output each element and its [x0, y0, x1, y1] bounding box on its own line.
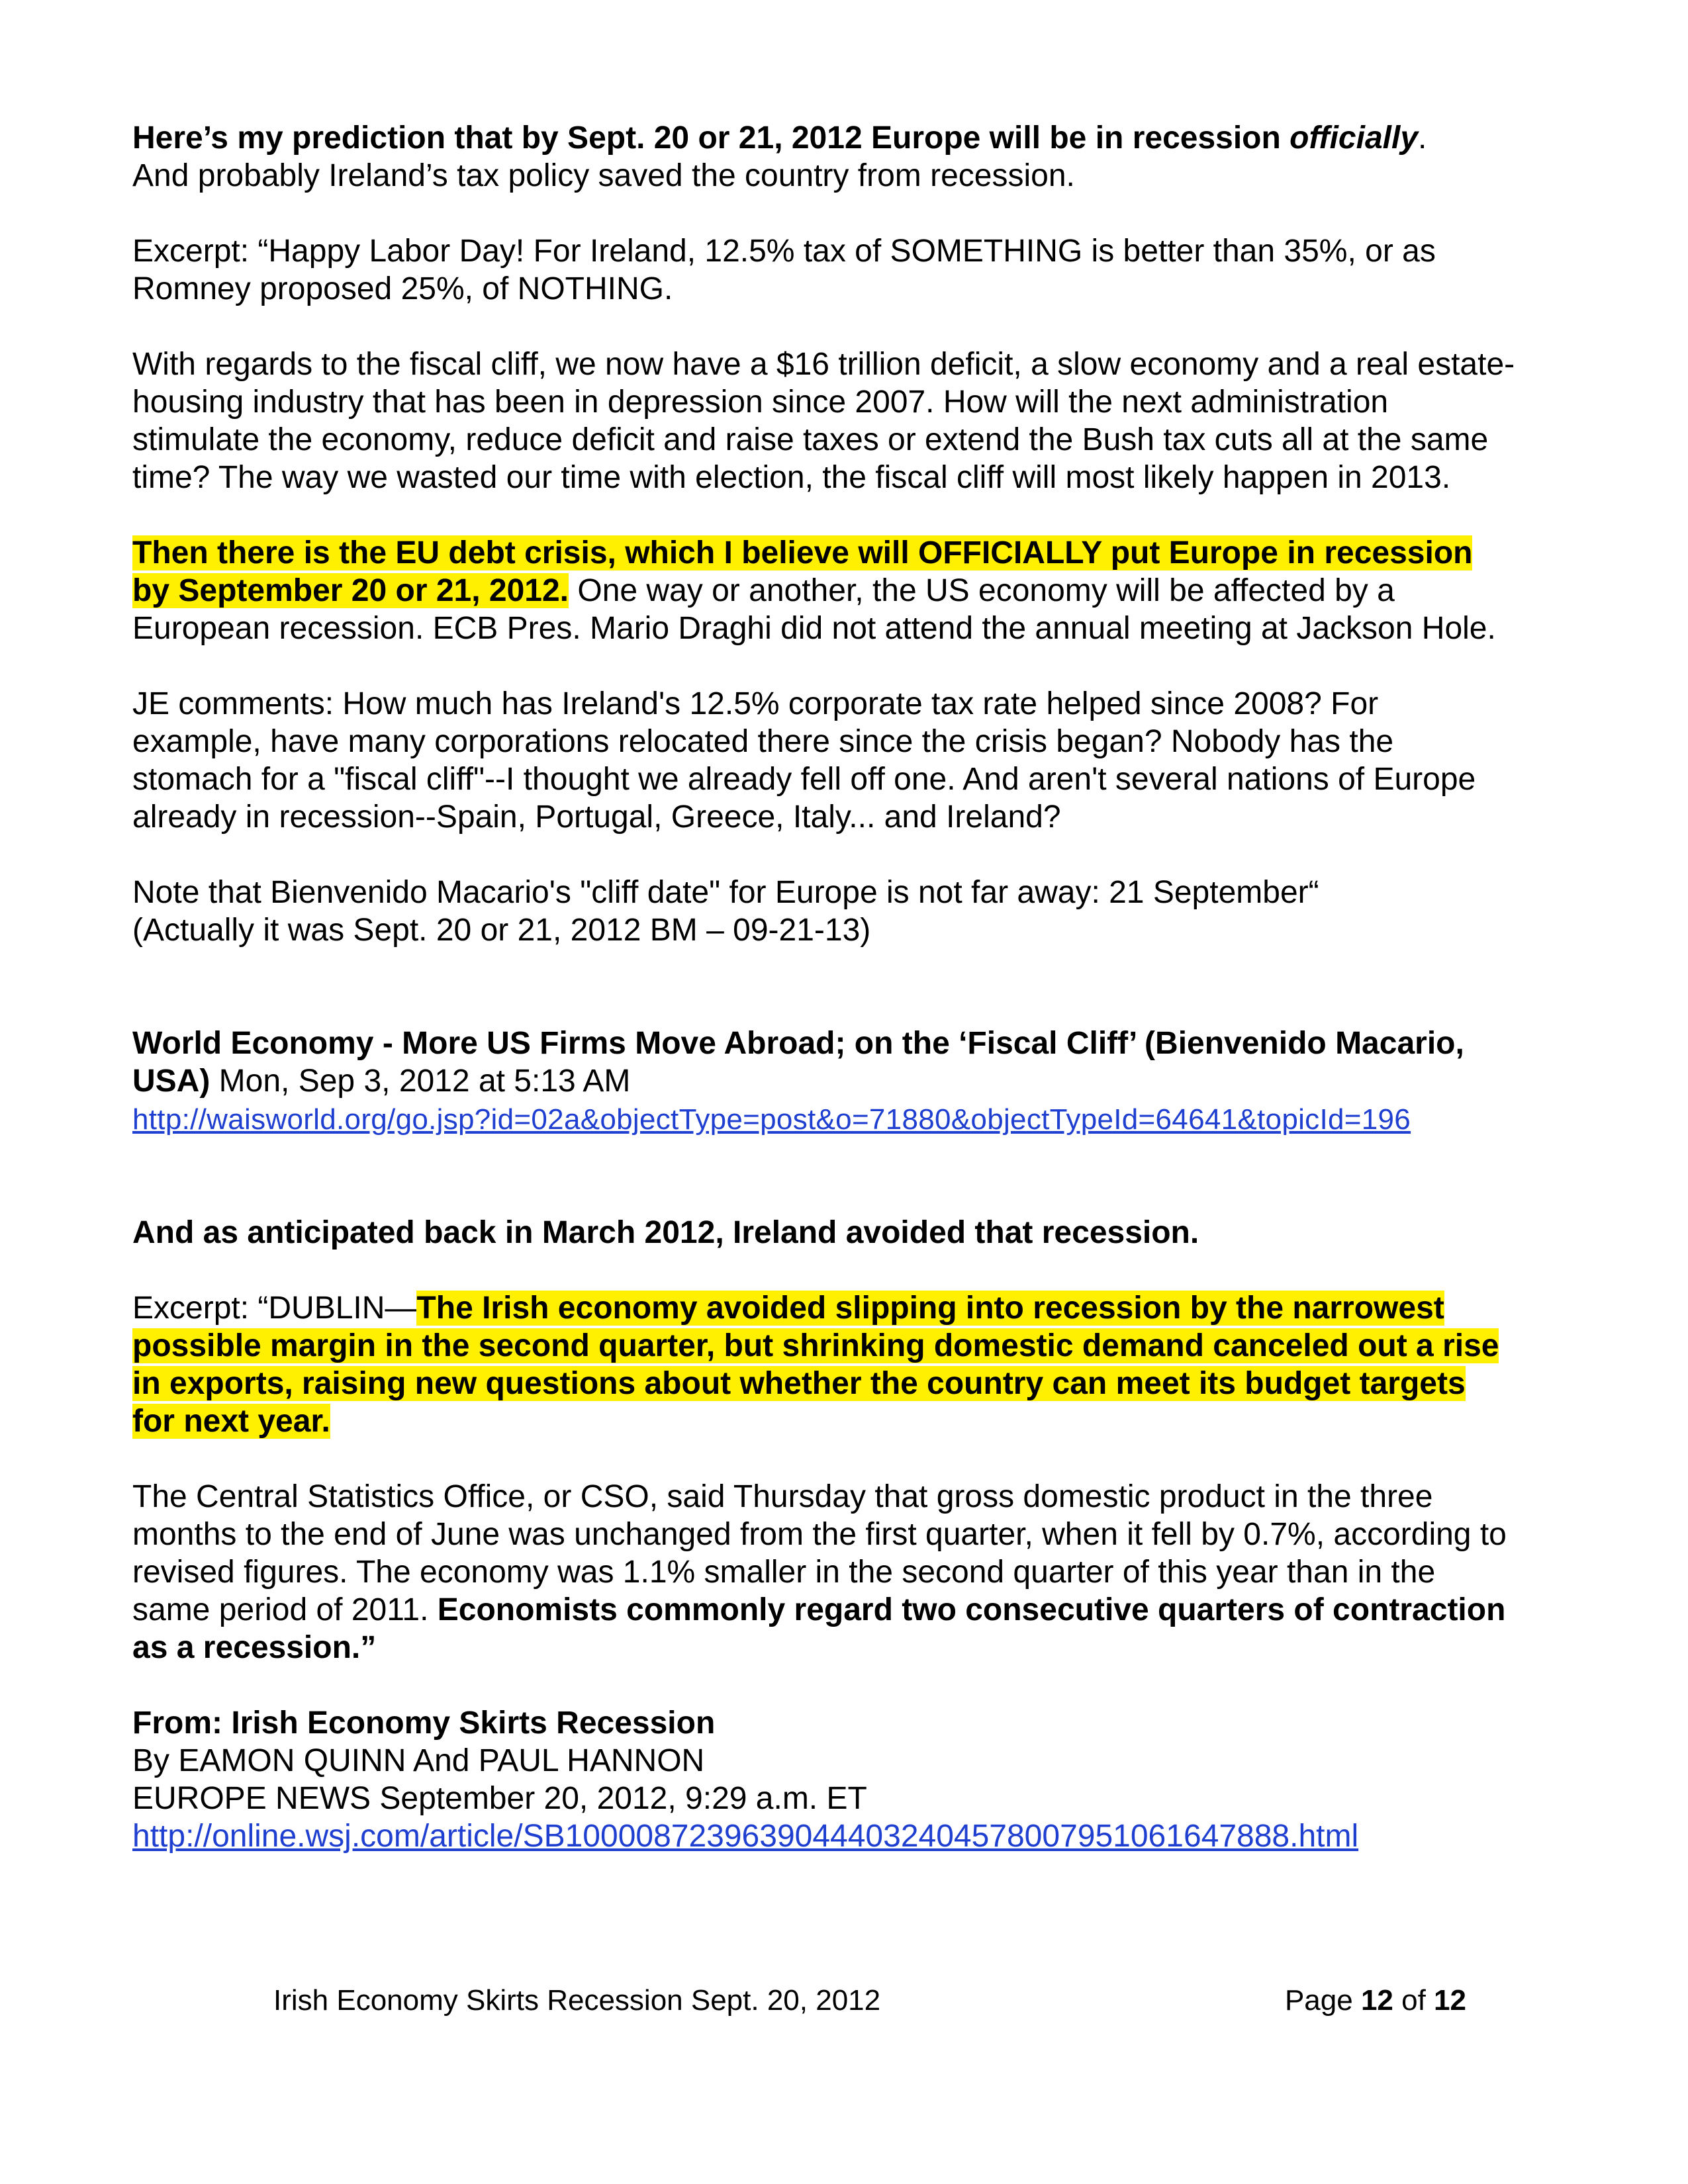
excerpt-dublin: [132, 1289, 1516, 1440]
cso-text: The Central Statistics Office, or CSO, said Thursday that gross domestic product in the three months to the end of June was unchanged from the first quarter, when it fell by 0.7%, according to revised figures. The economy was 1.1% smaller in the second quarter of this year than in the same period of 2011.: [132, 1479, 1507, 1627]
fiscal-cliff-paragraph: With regards to the fiscal cliff, we now have a $16 trillion deficit, a slow economy and a real estate-housing industry that has been in depression since 2007. How will the next administration stimulate the economy, reduce deficit and raise taxes or extend the Bush tax cuts all at the same time? The way we wasted our time with election, the fiscal cliff will most likely happen in 2013.: [132, 347, 1515, 495]
page-total: 12: [1434, 1984, 1466, 2017]
anticipated-heading: And as anticipated back in March 2012, Ireland avoided that recession.: [132, 1215, 1199, 1250]
intro-period: .: [1418, 120, 1427, 156]
excerpt-labor-day: Excerpt: “Happy Labor Day! For Ireland, 12.5% tax of SOMETHING is better than 35%, or as Romney proposed 25%, of NOTHING.: [132, 234, 1436, 306]
source-from-line: From: Irish Economy Skirts Recession: [132, 1706, 716, 1741]
page-number: [1285, 1984, 1466, 2017]
note-line-1: Note that Bienvenido Macario's "cliff date" for Europe is not far away: 21 September“: [132, 875, 1319, 910]
document-body: [132, 119, 1516, 1855]
eu-rest-text: One way or another, the US economy will be affected by a European recession. ECB Pres. Mario Draghi did not attend the annual meeting at Jackson Hole.: [132, 573, 1496, 646]
excerpt-dublin-prefix: Excerpt: “DUBLIN—: [132, 1291, 417, 1326]
page-of: of: [1393, 1984, 1434, 2017]
world-economy-title: World Economy - More US Firms Move Abroad; on the ‘Fiscal Cliff’ (Bienvenido Macario, USA): [132, 1026, 1464, 1099]
excerpt-dublin-highlighted: The Irish economy avoided slipping into recession by the narrowest possible margin in the second quarter, but shrinking domestic demand canceled out a rise in exports, raising new questions about whether the country can meet its budget targets for next year.: [132, 1291, 1499, 1439]
intro-lead: Here’s my prediction that by Sept. 20 or 21, 2012 Europe will be in recession: [132, 120, 1290, 156]
source-dateline: EUROPE NEWS September 20, 2012, 9:29 a.m. ET: [132, 1781, 867, 1816]
footer-title: Irish Economy Skirts Recession Sept. 20, 2012: [273, 1984, 881, 2017]
cso-bold-conclusion: Economists commonly regard two consecutive quarters of contraction as a recession.”: [132, 1592, 1506, 1665]
intro-paragraph: [132, 119, 1516, 195]
page-current: 12: [1360, 1984, 1393, 2017]
note-line-2: (Actually it was Sept. 20 or 21, 2012 BM – 09-21-13): [132, 913, 871, 948]
page-prefix: Page: [1284, 1984, 1361, 2017]
source-byline: By EAMON QUINN And PAUL HANNON: [132, 1743, 705, 1778]
eu-debt-paragraph: [132, 534, 1516, 647]
je-comments-paragraph: JE comments: How much has Ireland's 12.5% corporate tax rate helped since 2008? For example, have many corporations relocated there since the crisis began? Nobody has the stomach for a "fiscal cliff"--I thought we already fell off one. And aren't several nations of Europe already in recession--Spain, Portugal, Greece, Italy... and Ireland?: [132, 686, 1476, 835]
intro-officially: officially: [1289, 120, 1419, 156]
waisworld-link[interactable]: http://waisworld.org/go.jsp?id=02a&objectType=post&o=71880&objectTypeId=64641&topicId=196: [132, 1103, 1411, 1136]
source-citation: [132, 1704, 1516, 1855]
eu-highlighted-text: Then there is the EU debt crisis, which I believe will OFFICIALLY put Europe in recession by September 20 or 21, 2012.: [132, 535, 1473, 608]
wsj-link[interactable]: http://online.wsj.com/article/SB10000872396390444032404578007951061647888.html: [132, 1819, 1359, 1854]
cso-paragraph: [132, 1478, 1516, 1666]
note-paragraph: [132, 874, 1516, 949]
intro-rest: And probably Ireland’s tax policy saved the country from recession.: [132, 158, 1075, 193]
world-economy-reference: [132, 1024, 1516, 1138]
world-economy-date: Mon, Sep 3, 2012 at 5:13 AM: [210, 1064, 631, 1099]
page-footer: [0, 1984, 1688, 2024]
